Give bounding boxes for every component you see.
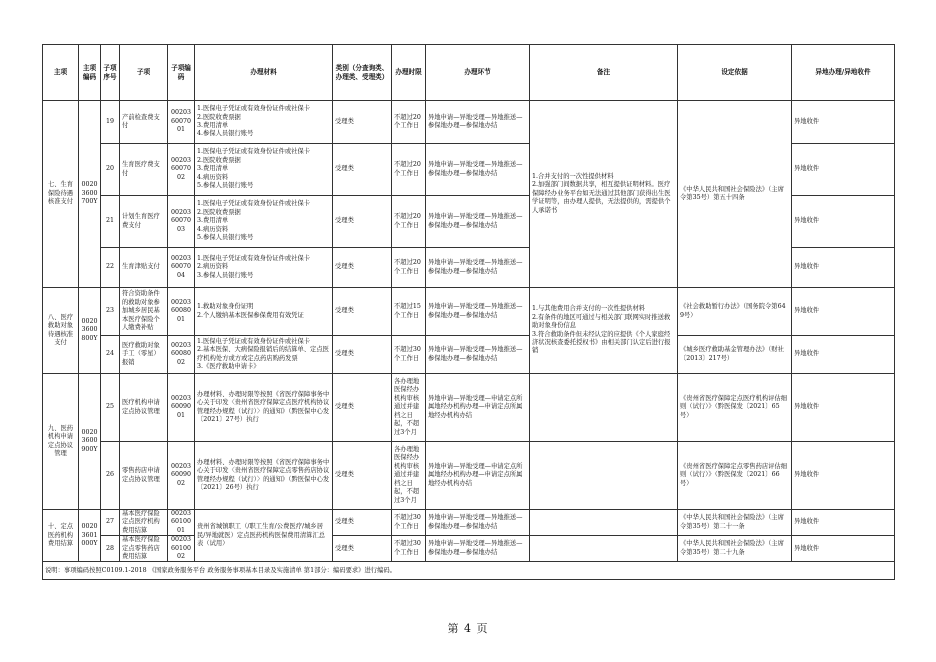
row-sub-code: 002036008001 <box>168 288 195 336</box>
header-time-limit: 办理时限 <box>392 45 426 101</box>
row-process: 异地申请—异地受理—异地推送—参保地办理—参保地办结 <box>426 196 530 248</box>
row-materials <box>195 288 333 336</box>
remark-line: 2.有条件的地区可通过与相关部门联网实时推送救助对象身份信息 <box>532 313 671 330</box>
table-row <box>43 510 895 536</box>
header-main-code: 主项编码 <box>79 45 101 101</box>
row-time-limit: 不超过20个工作日 <box>392 196 426 248</box>
row-remote: 异地收件 <box>792 442 895 510</box>
material-line: 2.医院收费票据 <box>197 113 241 121</box>
row-sub-code: 002036008002 <box>168 336 195 374</box>
material-line: 2.医院收费票据 <box>197 156 241 164</box>
row-process: 异地申请—异地受理—异地推送—参保地办理—参保地办结 <box>426 536 530 562</box>
row-process: 异地申请—异地受理—异地推送—参保地办理—参保地办结 <box>426 144 530 196</box>
material-line: 4.参保人员银行账号 <box>197 130 254 138</box>
row-category: 受理类 <box>333 144 392 196</box>
row-sub-item: 生育医疗费支付 <box>120 144 168 196</box>
row-no: 23 <box>101 288 120 336</box>
row-sub-item: 计划生育医疗费支付 <box>120 196 168 248</box>
row-remote: 异地收件 <box>792 196 895 248</box>
row-sub-item: 零售药店申请定点协议管理 <box>120 442 168 510</box>
row-basis: 《贵州省医疗保障定点医疗机构评估细则（试行）》（黔医保发〔2021〕65号） <box>678 374 792 442</box>
material-line: 1.医保电子凭证或有效身份证件或社保卡 <box>197 254 311 262</box>
group-name: 七、生育保险待遇核准支付 <box>43 101 79 288</box>
row-sub-item: 生育津贴支付 <box>120 248 168 288</box>
row-sub-code: 002036009002 <box>168 442 195 510</box>
row-sub-item: 符合资助条件的救助对象参加城乡居民基本医疗保险个人缴费补贴 <box>120 288 168 336</box>
group-remarks <box>530 101 678 288</box>
row-sub-code: 002036007004 <box>168 248 195 288</box>
table-note: 说明：事项编码按照C0109.1-2018 《国家政务服务平台 政务服务事项基本目录及实施清单 第1部分：编码要求》进行编码。 <box>43 562 895 580</box>
row-remarks-empty <box>530 536 678 562</box>
row-no: 26 <box>101 442 120 510</box>
row-remarks-empty <box>530 374 678 442</box>
material-line: 3.《医疗救助申请卡》 <box>197 362 260 370</box>
row-process: 异地申请—异地受理—异地推送—参保地办理—参保地办结 <box>426 336 530 374</box>
group-remarks <box>530 288 678 374</box>
row-category: 受理类 <box>333 101 392 144</box>
row-sub-item: 医疗机构申请定点协议管理 <box>120 374 168 442</box>
row-remote: 异地收件 <box>792 288 895 336</box>
group-name: 十、定点医药机构费用结算 <box>43 510 79 562</box>
row-time-limit: 各办理地医保经办机构审核通过并建档之日起，不超过3个月 <box>392 374 426 442</box>
row-time-limit: 不超过20个工作日 <box>392 144 426 196</box>
header-basis: 设定依据 <box>678 45 792 101</box>
row-sub-code: 002036007001 <box>168 101 195 144</box>
service-items-table-sheet <box>42 44 894 580</box>
material-line: 4.病历资料 <box>197 225 229 233</box>
material-line: 5.参保人员银行账号 <box>197 182 254 190</box>
row-time-limit: 各办理地医保经办机构审核通过并建档之日起，不超过3个月 <box>392 442 426 510</box>
row-remote: 异地收件 <box>792 374 895 442</box>
row-process: 异地申请—异地受理—申请定点所属地经办机构办理—申请定点所属地经办机构办结 <box>426 442 530 510</box>
row-sub-code: 002036010001 <box>168 510 195 536</box>
header-category: 类别（分查询类、办理类、受理类） <box>333 45 392 101</box>
shared-materials: 贵州省城镇职工（/职工生育/公费医疗/城乡居民/异地就医）定点医药机构医保费用清算汇总表（试用） <box>195 510 333 562</box>
row-sub-item: 医疗救助对象手工（零星）报销 <box>120 336 168 374</box>
row-basis: 《中华人民共和国社会保险法》（主席令第35号）第二十一条 <box>678 510 792 536</box>
row-category: 受理类 <box>333 288 392 336</box>
material-line: 2.医院收费票据 <box>197 208 241 216</box>
row-materials <box>195 101 333 144</box>
material-line: 2.病历资料 <box>197 263 229 271</box>
row-category: 受理类 <box>333 536 392 562</box>
header-remote: 异地办理/异地收件 <box>792 45 895 101</box>
header-materials: 办理材料 <box>195 45 333 101</box>
material-line: 1.医保电子凭证或有效身份证件或社保卡 <box>197 105 311 113</box>
header-sub-code: 子项编码 <box>168 45 195 101</box>
row-time-limit: 不超过20个工作日 <box>392 248 426 288</box>
row-category: 受理类 <box>333 510 392 536</box>
row-sub-item: 基本医疗保险定点零售药店费用结算 <box>120 536 168 562</box>
group-code: 00203601000Y <box>79 510 101 562</box>
material-line: 3.费用清单 <box>197 165 229 173</box>
header-sub-no: 子项序号 <box>101 45 120 101</box>
row-materials <box>195 248 333 288</box>
material-line: 3.费用清单 <box>197 122 229 129</box>
material-line: 3.参保人员银行账号 <box>197 271 254 279</box>
row-time-limit: 不超过30个工作日 <box>392 536 426 562</box>
row-materials: 办理材料、办理时限等按照《省医疗保障事务中心关于印发〈贵州省医疗保障定点零售药店协议管理经办规程（试行）〉的通知》（黔医保中心发〔2021〕26号）执行 <box>195 442 333 510</box>
row-basis: 《城乡医疗救助基金管理办法》（财社〔2013〕217号） <box>678 336 792 374</box>
row-time-limit: 不超过30个工作日 <box>392 336 426 374</box>
row-category: 受理类 <box>333 336 392 374</box>
header-sub-item: 子项 <box>120 45 168 101</box>
row-no: 27 <box>101 510 120 536</box>
material-line: 4.病历资料 <box>197 173 229 181</box>
row-sub-item: 基本医疗保险定点医疗机构费用结算 <box>120 510 168 536</box>
material-line: 1.救助对象身份证明 <box>197 303 254 311</box>
row-materials: 办理材料、办理时限等按照《省医疗保障事务中心关于印发〈贵州省医疗保障定点医疗机构协议管理经办规程（试行）〉的通知》（黔医保中心发〔2021〕27号）执行 <box>195 374 333 442</box>
table-row <box>43 336 895 374</box>
row-time-limit: 不超过20个工作日 <box>392 101 426 144</box>
header-row <box>43 45 895 101</box>
row-category: 受理类 <box>333 442 392 510</box>
row-remote: 异地收件 <box>792 536 895 562</box>
material-line: 1.医保电子凭证或有效身份证件或社保卡 <box>197 200 311 208</box>
row-sub-code: 002036007002 <box>168 144 195 196</box>
material-line: 2.个人缴纳基本医保参保费用有效凭证 <box>197 311 304 319</box>
row-process: 异地申请—异地受理—异地推送—参保地办理—参保地办结 <box>426 101 530 144</box>
remark-line: 1.合并支付的一次性提供材料 <box>532 172 614 180</box>
row-category: 受理类 <box>333 196 392 248</box>
row-remote: 异地收件 <box>792 336 895 374</box>
remark-line: 2.加强部门间数据共享，相互提供证明材料。医疗保障经办业务平台如无法通过其他部门获得出生医学证明等，由办理人提供，无法提供的，需提供个人承诺书 <box>532 181 671 214</box>
row-basis: 《社会救助暂行办法》（国务院令第649号） <box>678 288 792 336</box>
group-name: 八、医疗救助对象待遇核准支付 <box>43 288 79 374</box>
row-basis: 《贵州省医疗保障定点零售药店评估细则（试行）》（黔医保发〔2021〕66号） <box>678 442 792 510</box>
row-sub-code: 002036010002 <box>168 536 195 562</box>
table-row <box>43 442 895 510</box>
service-items-table <box>42 44 895 580</box>
row-no: 25 <box>101 374 120 442</box>
row-time-limit: 不超过30个工作日 <box>392 510 426 536</box>
row-category: 受理类 <box>333 248 392 288</box>
row-remote: 异地收件 <box>792 144 895 196</box>
group-code: 00203600700Y <box>79 101 101 288</box>
header-process: 办理环节 <box>426 45 530 101</box>
page-number: 第 4 页 <box>447 622 489 635</box>
row-sub-item: 产前检查费支付 <box>120 101 168 144</box>
group-basis: 《中华人民共和国社会保险法》（主席令第35号）第五十四条 <box>678 101 792 288</box>
row-remote: 异地收件 <box>792 101 895 144</box>
header-remarks: 备注 <box>530 45 678 101</box>
material-line: 3.费用清单 <box>197 217 229 225</box>
table-row <box>43 288 895 336</box>
table-row <box>43 374 895 442</box>
row-no: 21 <box>101 196 120 248</box>
row-materials <box>195 144 333 196</box>
row-materials <box>195 336 333 374</box>
row-remarks-empty <box>530 442 678 510</box>
row-remote: 异地收件 <box>792 510 895 536</box>
row-sub-code: 002036009001 <box>168 374 195 442</box>
header-main-item: 主项 <box>43 45 79 101</box>
row-remarks-empty <box>530 510 678 536</box>
table-row <box>43 536 895 562</box>
row-no: 22 <box>101 248 120 288</box>
table-row <box>43 101 895 144</box>
row-process: 异地申请—异地受理—异地推送—参保地办理—参保地办结 <box>426 288 530 336</box>
row-time-limit: 不超过15个工作日 <box>392 288 426 336</box>
row-no: 19 <box>101 101 120 144</box>
remark-line: 1.与其他费用合并支付的一次性提供材料 <box>532 305 646 313</box>
row-materials <box>195 196 333 248</box>
remark-line: 3.符合救助条件但未经认定的应提供《个人家庭经济状况核查委托授权书》由相关部门认定后进行报销 <box>532 330 671 355</box>
material-line: 5.参保人员银行账号 <box>197 234 254 242</box>
row-no: 24 <box>101 336 120 374</box>
row-process: 异地申请—异地受理—异地推送—参保地办理—参保地办结 <box>426 248 530 288</box>
group-code: 00203600800Y <box>79 288 101 374</box>
group-name: 九、医药机构申请定点协议管理 <box>43 374 79 510</box>
material-line: 1.医保电子凭证或有效身份证件或社保卡 <box>197 148 311 156</box>
row-no: 20 <box>101 144 120 196</box>
row-basis: 《中华人民共和国社会保险法》（主席令第35号）第二十九条 <box>678 536 792 562</box>
row-no: 28 <box>101 536 120 562</box>
material-line: 2.基本医保、大病保险报销后的结算单、定点医疗机构处方或方或定点药店购药发票 <box>197 346 329 362</box>
note-row <box>43 562 895 580</box>
group-code: 00203600900Y <box>79 374 101 510</box>
row-category: 受理类 <box>333 374 392 442</box>
material-line: 1.医保电子凭证或有效身份证件或社保卡 <box>197 337 311 345</box>
row-process: 异地申请—异地受理—申请定点所属地经办机构办理—申请定点所属地经办机构办结 <box>426 374 530 442</box>
row-sub-code: 002036007003 <box>168 196 195 248</box>
row-process: 异地申请—异地受理—异地推送—参保地办理—参保地办结 <box>426 510 530 536</box>
row-remote: 异地收件 <box>792 248 895 288</box>
